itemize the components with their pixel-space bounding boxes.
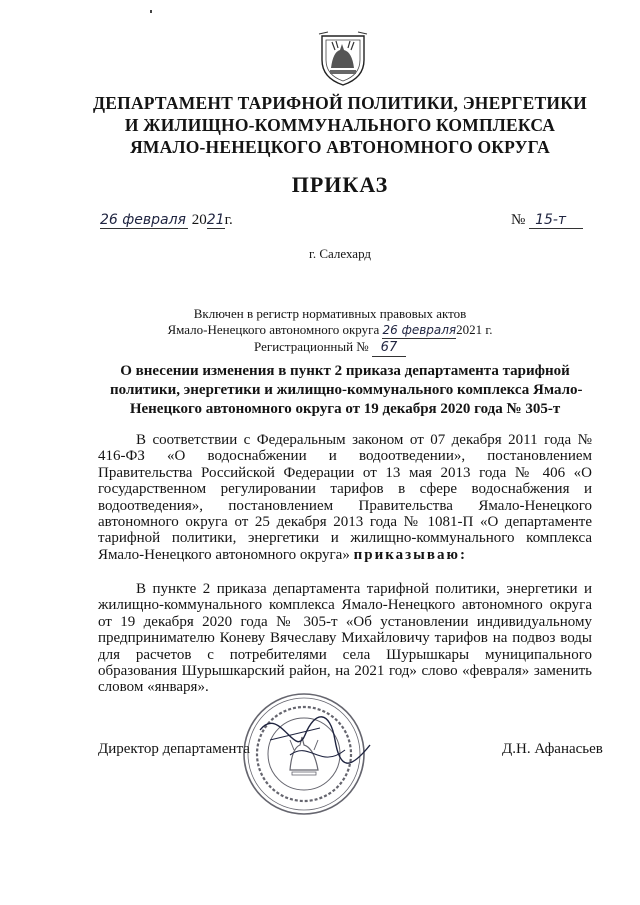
city-name: г. Салехард — [308, 246, 372, 261]
registry-line-2-suffix: 2021 г. — [456, 322, 493, 337]
subject-line-3: Ненецкого автономного округа от 19 декабря 2020 года № 305-т — [129, 401, 561, 417]
registry-line-2-prefix: Ямало-Ненецкого автономного округа — [167, 322, 380, 337]
handwritten-year: 21 — [206, 212, 225, 228]
handwritten-date: 26 февраля — [100, 212, 188, 229]
department-header — [60, 92, 620, 158]
subject-line-1: О внесении изменения в пункт 2 приказа департамента тарифной — [120, 363, 570, 379]
registry-note — [150, 306, 510, 357]
year-suffix: г. — [224, 212, 233, 228]
header-line-2: И ЖИЛИЩНО-КОММУНАЛЬНОГО КОМПЛЕКСА — [124, 115, 556, 135]
registry-line-2 — [150, 322, 510, 339]
document-number — [511, 212, 583, 229]
registry-handwritten-date: 26 февраля — [382, 323, 457, 337]
header-line-3: ЯМАЛО-НЕНЕЦКОГО АВТОНОМНОГО ОКРУГА — [130, 137, 550, 157]
order-word: приказываю: — [353, 546, 467, 563]
order-subject — [110, 362, 583, 419]
registry-handwritten-number: 67 — [372, 340, 406, 357]
number-label: № — [511, 212, 526, 228]
document-title: ПРИКАЗ — [291, 172, 389, 197]
preamble-paragraph — [98, 432, 592, 563]
coat-of-arms-icon — [318, 30, 368, 88]
signer-name: Д.Н. Афанасьев — [502, 741, 603, 757]
registry-line-3 — [150, 339, 510, 357]
scan-speck — [150, 10, 152, 13]
order-text: В пункте 2 приказа департамента тарифной политики, энергетики и жилищно-коммунального комплекса Ямало-Ненецкого автономного округа от 19 декабря 2020 года № 305-т «Об установлении индивидуальному предпринимателю Коневу Вячеславу Михайловичу тарифов на подвоз воды для расчетов с потребителями села Шурышкары муниципального образования Шурышкарский район, на 2021 год» слово «февраля» заменить словом «января». — [98, 581, 592, 696]
registry-line-1: Включен в регистр нормативных правовых актов — [193, 306, 467, 321]
registry-number-label: Регистрационный № — [254, 339, 369, 354]
header-line-1: ДЕПАРТАМЕНТ ТАРИФНОЙ ПОЛИТИКИ, ЭНЕРГЕТИКИ — [93, 93, 587, 113]
order-paragraph — [98, 581, 592, 696]
signer-position: Директор департамента — [98, 741, 250, 757]
preamble-text: В соответствии с Федеральным законом от 07 декабря 2011 года № 416-ФЗ «О водоснабжении и водоотведении», постановлением Правительства Российской Федерации от 13 мая 2013 года № 406 «О государственном регулировании тарифов в сфере водоснабжения и водоотведения», постановлением Правительства Ямало-Ненецкого автономного округа от 25 декабря 2013 года № 1081-П «О департаменте тарифной политики, энергетики и жилищно-коммунального комплекса Ямало-Ненецкого автономного округа» — [98, 432, 592, 563]
subject-line-2: политики, энергетики и жилищно-коммунального комплекса Ямало- — [110, 382, 583, 398]
handwritten-signature-icon — [250, 700, 380, 790]
document-date — [100, 212, 233, 229]
handwritten-number: 15-т — [529, 212, 583, 229]
year-prefix: 20 — [191, 212, 207, 228]
